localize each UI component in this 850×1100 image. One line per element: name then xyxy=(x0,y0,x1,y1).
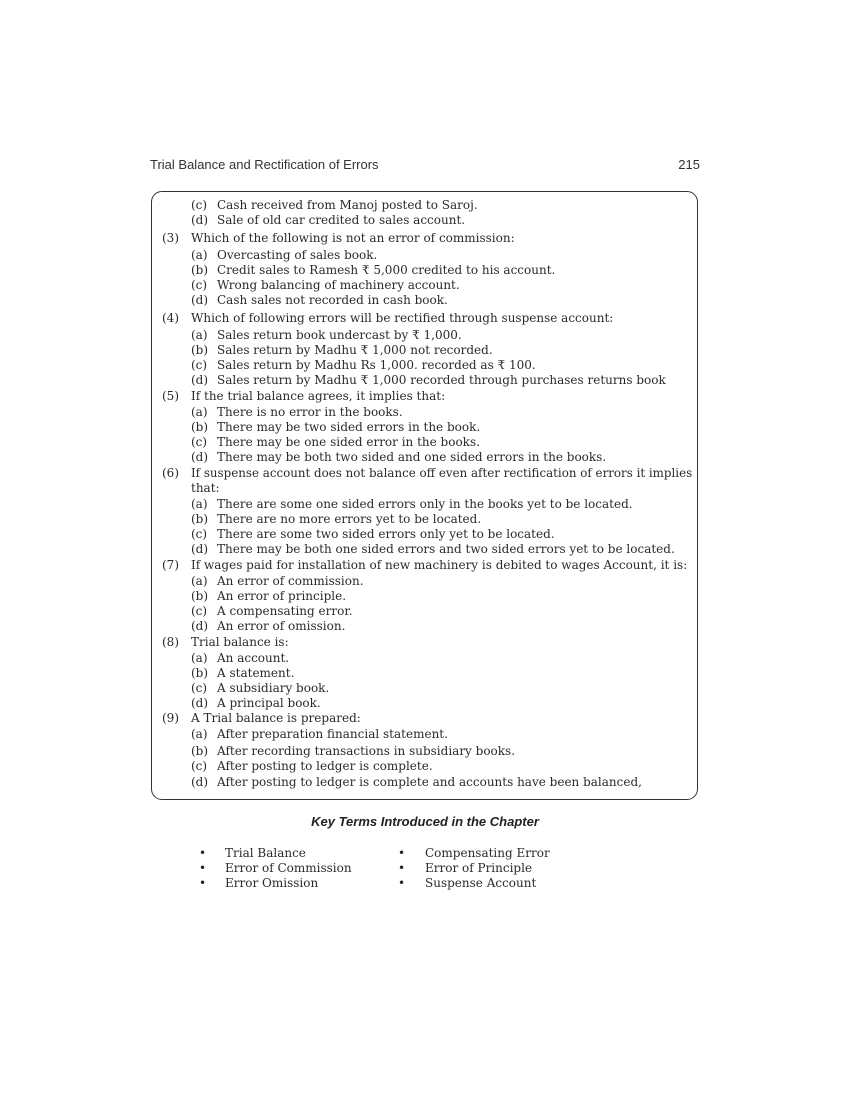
option-label: (b) xyxy=(191,343,209,357)
option-text: Credit sales to Ramesh ₹ 5,000 credited to his account. xyxy=(217,263,556,277)
option-text: An account. xyxy=(217,651,290,665)
option-label: (c) xyxy=(191,527,208,541)
option-text: An error of omission. xyxy=(217,619,346,633)
option-label: (b) xyxy=(191,263,209,277)
option-text: After posting to ledger is complete. xyxy=(217,759,433,773)
option-label: (b) xyxy=(191,744,209,758)
option-label: (b) xyxy=(191,420,209,434)
option-text: Cash sales not recorded in cash book. xyxy=(217,293,448,307)
question-number: (9) xyxy=(162,711,179,725)
bullet-icon: • xyxy=(398,876,406,890)
option-label: (c) xyxy=(191,358,208,372)
question-number: (8) xyxy=(162,635,179,649)
option-text: There is no error in the books. xyxy=(217,405,403,419)
option-label: (d) xyxy=(191,619,209,633)
option-text: A principal book. xyxy=(217,696,321,710)
question-text: A Trial balance is prepared: xyxy=(191,711,361,725)
option-label: (c) xyxy=(191,198,208,212)
question-text: If wages paid for installation of new machinery is debited to wages Account, it is: xyxy=(191,558,688,572)
option-label: (a) xyxy=(191,497,208,511)
bullet-icon: • xyxy=(199,861,207,875)
option-text: Sale of old car credited to sales account. xyxy=(217,213,466,227)
option-text: There are no more errors yet to be located. xyxy=(217,512,482,526)
question-number: (7) xyxy=(162,558,179,572)
option-label: (d) xyxy=(191,450,209,464)
option-label: (a) xyxy=(191,328,208,342)
key-term: Error of Commission xyxy=(225,861,352,875)
bullet-icon: • xyxy=(398,846,406,860)
option-text: An error of commission. xyxy=(217,574,364,588)
option-label: (d) xyxy=(191,775,209,789)
option-text: Overcasting of sales book. xyxy=(217,248,378,262)
question-number: (6) xyxy=(162,466,179,480)
option-text: Sales return by Madhu ₹ 1,000 recorded through purchases returns book xyxy=(217,373,666,387)
option-text: An error of principle. xyxy=(217,589,347,603)
question-number: (5) xyxy=(162,389,179,403)
option-label: (c) xyxy=(191,759,208,773)
option-label: (a) xyxy=(191,248,208,262)
option-text: After posting to ledger is complete and accounts have been balanced, xyxy=(217,775,642,789)
option-label: (c) xyxy=(191,604,208,618)
bullet-icon: • xyxy=(199,876,207,890)
option-label: (a) xyxy=(191,727,208,741)
question-number: (4) xyxy=(162,311,179,325)
option-text: A compensating error. xyxy=(217,604,353,618)
option-label: (d) xyxy=(191,293,209,307)
key-term: Trial Balance xyxy=(225,846,306,860)
option-text: Sales return by Madhu Rs 1,000. recorded as ₹ 100. xyxy=(217,358,536,372)
key-term: Error Omission xyxy=(225,876,319,890)
key-term: Compensating Error xyxy=(425,846,550,860)
question-text: Which of the following is not an error of commission: xyxy=(191,231,515,245)
option-text: A statement. xyxy=(217,666,295,680)
key-term: Error of Principle xyxy=(425,861,533,875)
option-label: (a) xyxy=(191,574,208,588)
question-number: (3) xyxy=(162,231,179,245)
option-label: (d) xyxy=(191,373,209,387)
key-term: Suspense Account xyxy=(425,876,537,890)
option-text: There may be one sided error in the books. xyxy=(217,435,480,449)
option-text: After preparation financial statement. xyxy=(217,727,448,741)
option-label: (c) xyxy=(191,278,208,292)
option-label: (d) xyxy=(191,542,209,556)
option-label: (c) xyxy=(191,435,208,449)
option-label: (b) xyxy=(191,589,209,603)
question-text: If the trial balance agrees, it implies that: xyxy=(191,389,446,403)
option-text: There are some two sided errors only yet to be located. xyxy=(217,527,555,541)
option-label: (d) xyxy=(191,696,209,710)
bullet-icon: • xyxy=(199,846,207,860)
option-text: Sales return by Madhu ₹ 1,000 not recorded. xyxy=(217,343,493,357)
option-label: (d) xyxy=(191,213,209,227)
option-label: (b) xyxy=(191,512,209,526)
option-label: (a) xyxy=(191,651,208,665)
option-label: (a) xyxy=(191,405,208,419)
option-text: Wrong balancing of machinery account. xyxy=(217,278,460,292)
option-text: Sales return book undercast by ₹ 1,000. xyxy=(217,328,462,342)
question-text-continued: that: xyxy=(191,481,220,495)
option-text: A subsidiary book. xyxy=(217,681,330,695)
option-text: There may be both two sided and one sided errors in the books. xyxy=(217,450,607,464)
question-text: Which of following errors will be rectified through suspense account: xyxy=(191,311,614,325)
option-label: (c) xyxy=(191,681,208,695)
question-text: If suspense account does not balance off even after rectification of errors it implies xyxy=(191,466,693,480)
option-label: (b) xyxy=(191,666,209,680)
page-number: 215 xyxy=(678,157,700,172)
option-text: There are some one sided errors only in the books yet to be located. xyxy=(217,497,633,511)
option-text: Cash received from Manoj posted to Saroj. xyxy=(217,198,478,212)
running-header-title: Trial Balance and Rectification of Errors xyxy=(150,157,379,172)
option-text: There may be both one sided errors and two sided errors yet to be located. xyxy=(217,542,675,556)
option-text: There may be two sided errors in the book. xyxy=(217,420,481,434)
question-text: Trial balance is: xyxy=(191,635,289,649)
bullet-icon: • xyxy=(398,861,406,875)
option-text: After recording transactions in subsidiary books. xyxy=(217,744,516,758)
key-terms-heading: Key Terms Introduced in the Chapter xyxy=(311,814,539,829)
